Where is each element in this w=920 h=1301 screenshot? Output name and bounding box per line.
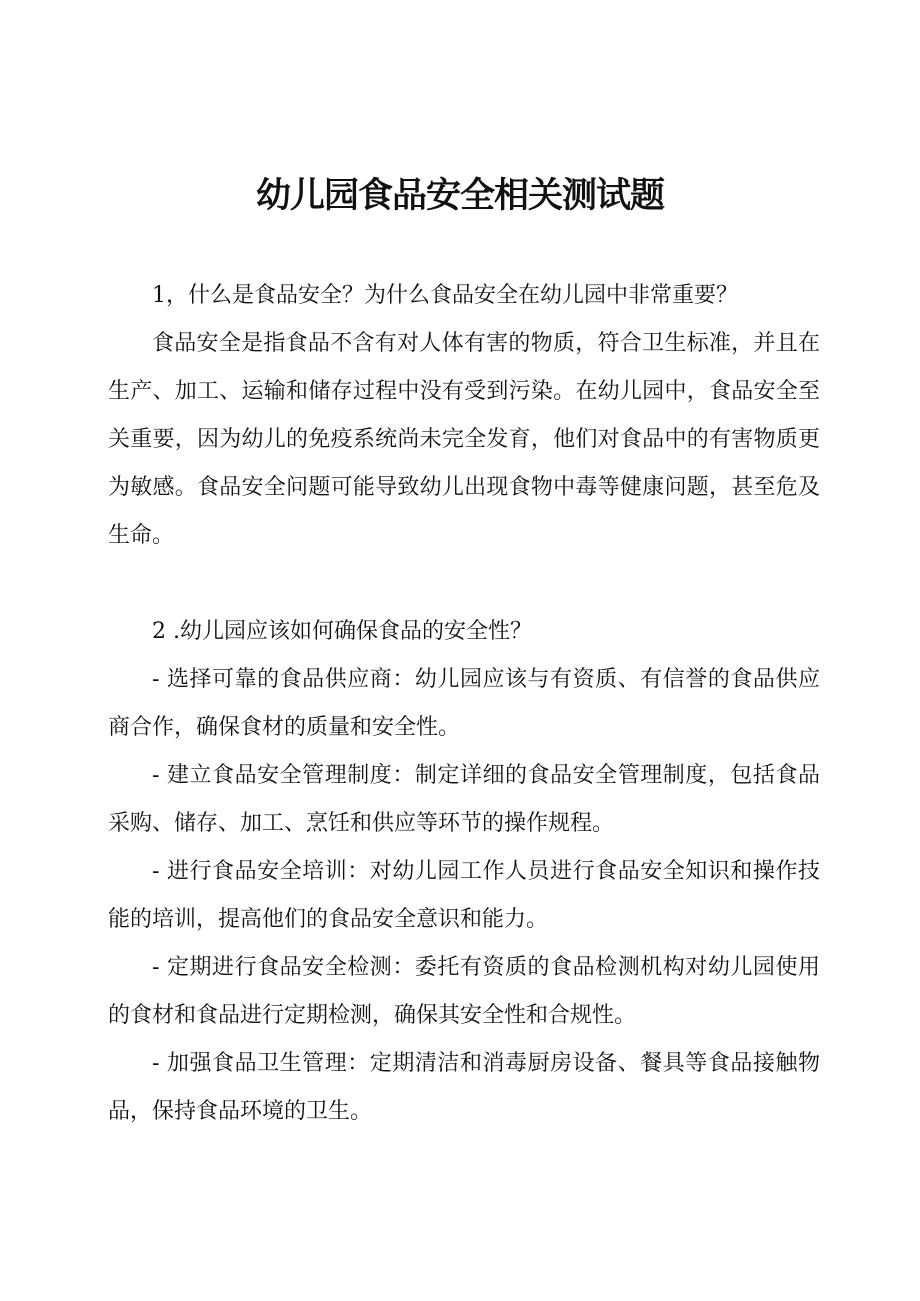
answer-1: 食品安全是指食品不含有对人体有害的物质，符合卫生标准，并且在生产、加工、运输和储存过程中没有受到污染。在幼儿园中，食品安全至关重要，因为幼儿的免疫系统尚未完全发育，他们对食品中的有害物质更为敏感。食品安全问题可能导致幼儿出现食物中毒等健康问题，甚至危及生命。 [108,331,820,548]
section-gap [108,560,820,608]
list-item: - 定期进行食品安全检测：委托有资质的食品检测机构对幼儿园使用的食材和食品进行定期检测，确保其安全性和合规性。 [108,955,820,1028]
list-item: - 加强食品卫生管理：定期清洁和消毒厨房设备、餐具等食品接触物品，保持食品环境的卫生。 [108,1051,820,1124]
question-2: 2 .幼儿园应该如何确保食品的安全性？ [152,619,532,644]
document-body [108,272,820,1136]
list-item: - 进行食品安全培训：对幼儿园工作人员进行食品安全知识和操作技能的培训，提高他们的食品安全意识和能力。 [108,859,820,932]
list-item: - 选择可靠的食品供应商：幼儿园应该与有资质、有信誉的食品供应商合作，确保食材的质量和安全性。 [108,667,820,740]
list-item: - 建立食品安全管理制度：制定详细的食品安全管理制度，包括食品采购、储存、加工、烹饪和供应等环节的操作规程。 [108,763,820,836]
page-title: 幼儿园食品安全相关测试题 [255,176,664,216]
question-1: 1，什么是食品安全？为什么食品安全在幼儿园中非常重要？ [152,283,738,308]
